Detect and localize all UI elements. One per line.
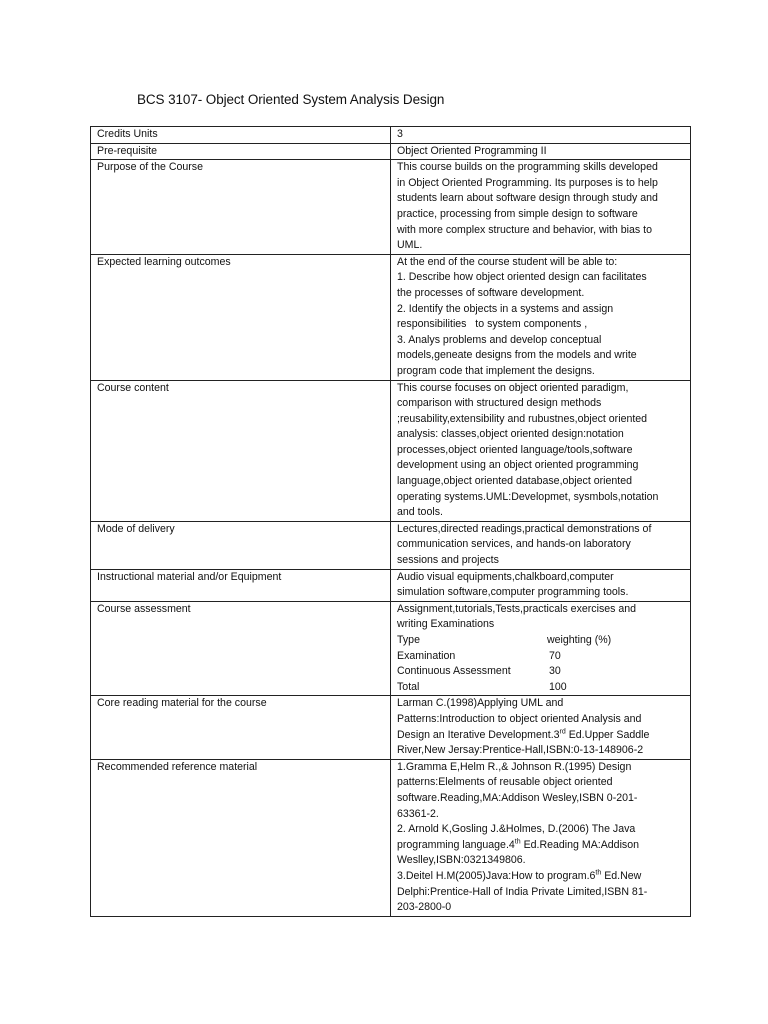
text-line: practice, processing from simple design to software xyxy=(397,207,638,220)
row-label-outcomes: Expected learning outcomes xyxy=(91,254,391,380)
assessment-weighting-table xyxy=(397,633,686,695)
text-line: in Object Oriented Programming. Its purposes is to help xyxy=(397,176,658,189)
table-row xyxy=(91,601,691,696)
row-value-delivery xyxy=(391,521,691,569)
row-label-reference: Recommended reference material xyxy=(91,759,391,916)
assessment-weight: 30 xyxy=(549,665,561,678)
assessment-weight: 70 xyxy=(549,649,561,662)
text-line: 1. Describe how object oriented design can facilitates xyxy=(397,271,647,284)
text-line: Assignment,tutorials,Tests,practicals exercises and xyxy=(397,602,637,615)
row-label-core-reading: Core reading material for the course xyxy=(91,696,391,759)
text-line: 2. Identify the objects in a systems and assign xyxy=(397,302,614,315)
text-line: students learn about software design through study and xyxy=(397,192,658,205)
text-line: operating systems.UML:Developmet, sysmbols,notation xyxy=(397,490,659,503)
row-label-purpose: Purpose of the Course xyxy=(91,160,391,255)
text-line xyxy=(397,869,686,885)
row-value-reference xyxy=(391,759,691,916)
text-line: development using an object oriented programming xyxy=(397,459,639,472)
text-line: the processes of software development. xyxy=(397,286,585,299)
row-label-delivery: Mode of delivery xyxy=(91,521,391,569)
text-segment: Ed.Reading MA:Addison xyxy=(520,838,640,851)
text-line: This course focuses on object oriented paradigm, xyxy=(397,381,629,394)
assessment-type: Total xyxy=(397,680,420,693)
row-value-purpose xyxy=(391,160,691,255)
text-line: analysis: classes,object oriented design:notation xyxy=(397,428,624,441)
text-line: Larman C.(1998)Applying UML and xyxy=(397,697,564,710)
superscript: th xyxy=(595,869,602,877)
text-segment: Ed.Upper Saddle xyxy=(565,728,650,741)
text-line: and tools. xyxy=(397,506,443,519)
text-line: 203-2800-0 xyxy=(397,901,452,914)
page-title: BCS 3107- Object Oriented System Analysis Design xyxy=(137,92,445,107)
text-line: simulation software,computer programming tools. xyxy=(397,586,629,599)
row-label-material: Instructional material and/or Equipment xyxy=(91,569,391,601)
text-line: 2. Arnold K,Gosling J.&Holmes, D.(2006) The Java xyxy=(397,823,636,836)
superscript: rd xyxy=(559,728,566,736)
text-segment: Design an Iterative Development.3 xyxy=(397,728,560,741)
table-row xyxy=(91,521,691,569)
text-line: comparison with structured design methods xyxy=(397,397,602,410)
row-value-core-reading xyxy=(391,696,691,759)
text-line: Patterns:Introduction to object oriented Analysis and xyxy=(397,712,642,725)
table-row xyxy=(91,160,691,255)
text-line: 63361-2. xyxy=(397,807,439,820)
table-row xyxy=(91,696,691,759)
text-line: ;reusability,extensibility and rubustnes,object oriented xyxy=(397,412,648,425)
assessment-weight: 100 xyxy=(549,680,567,693)
assessment-type: Examination xyxy=(397,649,456,662)
text-segment: Ed.New xyxy=(601,869,642,882)
course-table xyxy=(90,126,691,917)
table-row xyxy=(91,254,691,380)
text-line: Lectures,directed readings,practical demonstrations of xyxy=(397,522,652,535)
text-line: This course builds on the programming skills developed xyxy=(397,161,658,174)
row-label-assessment: Course assessment xyxy=(91,601,391,696)
assessment-type-header: Type xyxy=(397,634,420,646)
row-value-material xyxy=(391,569,691,601)
row-label-content: Course content xyxy=(91,380,391,521)
text-line: Delphi:Prentice-Hall of India Private Limited,ISBN 81- xyxy=(397,885,648,898)
table-row xyxy=(91,759,691,916)
text-line: Weslley,ISBN:0321349806. xyxy=(397,854,526,867)
text-segment: programming language.4 xyxy=(397,838,515,851)
text-line: patterns:Elelments of reusable object oriented xyxy=(397,776,613,789)
text-line xyxy=(397,838,686,854)
text-line: At the end of the course student will be able to: xyxy=(397,255,618,268)
text-segment: 3.Deitel H.M(2005)Java:How to program.6 xyxy=(397,869,596,882)
superscript: th xyxy=(514,838,521,846)
text-line: River,New Jersay:Prentice-Hall,ISBN:0-13-148906-2 xyxy=(397,744,644,757)
text-line: UML. xyxy=(397,239,423,252)
text-line: program code that implement the designs. xyxy=(397,364,595,377)
row-value-assessment xyxy=(391,601,691,696)
text-line: Audio visual equipments,chalkboard,computer xyxy=(397,570,614,583)
text-line xyxy=(397,728,686,744)
text-line: language,object oriented database,object oriented xyxy=(397,475,633,488)
text-line: responsibilities to system components , xyxy=(397,318,588,331)
table-row xyxy=(91,569,691,601)
text-line: 1.Gramma E,Helm R.,& Johnson R.(1995) Design xyxy=(397,760,632,773)
row-value-prerequisite: Object Oriented Programming II xyxy=(391,143,691,160)
assessment-weight-header: weighting (%) xyxy=(547,634,612,646)
table-row xyxy=(91,380,691,521)
row-value-content xyxy=(391,380,691,521)
text-line: 3. Analys problems and develop conceptual xyxy=(397,333,602,346)
text-line: processes,object oriented language/tools,software xyxy=(397,443,633,456)
text-line: sessions and projects xyxy=(397,554,499,567)
row-value-outcomes xyxy=(391,254,691,380)
text-line: communication services, and hands-on laboratory xyxy=(397,538,631,551)
text-line: models,geneate designs from the models and write xyxy=(397,349,637,362)
row-value-credits: 3 xyxy=(391,127,691,144)
row-label-prerequisite: Pre-requisite xyxy=(91,143,391,160)
text-line: with more complex structure and behavior, with bias to xyxy=(397,223,652,236)
text-line: writing Examinations xyxy=(397,618,495,631)
row-label-credits: Credits Units xyxy=(91,127,391,144)
table-row xyxy=(91,127,691,144)
assessment-type: Continuous Assessment xyxy=(397,665,511,678)
table-row xyxy=(91,143,691,160)
text-line: software.Reading,MA:Addison Wesley,ISBN 0-201- xyxy=(397,791,638,804)
